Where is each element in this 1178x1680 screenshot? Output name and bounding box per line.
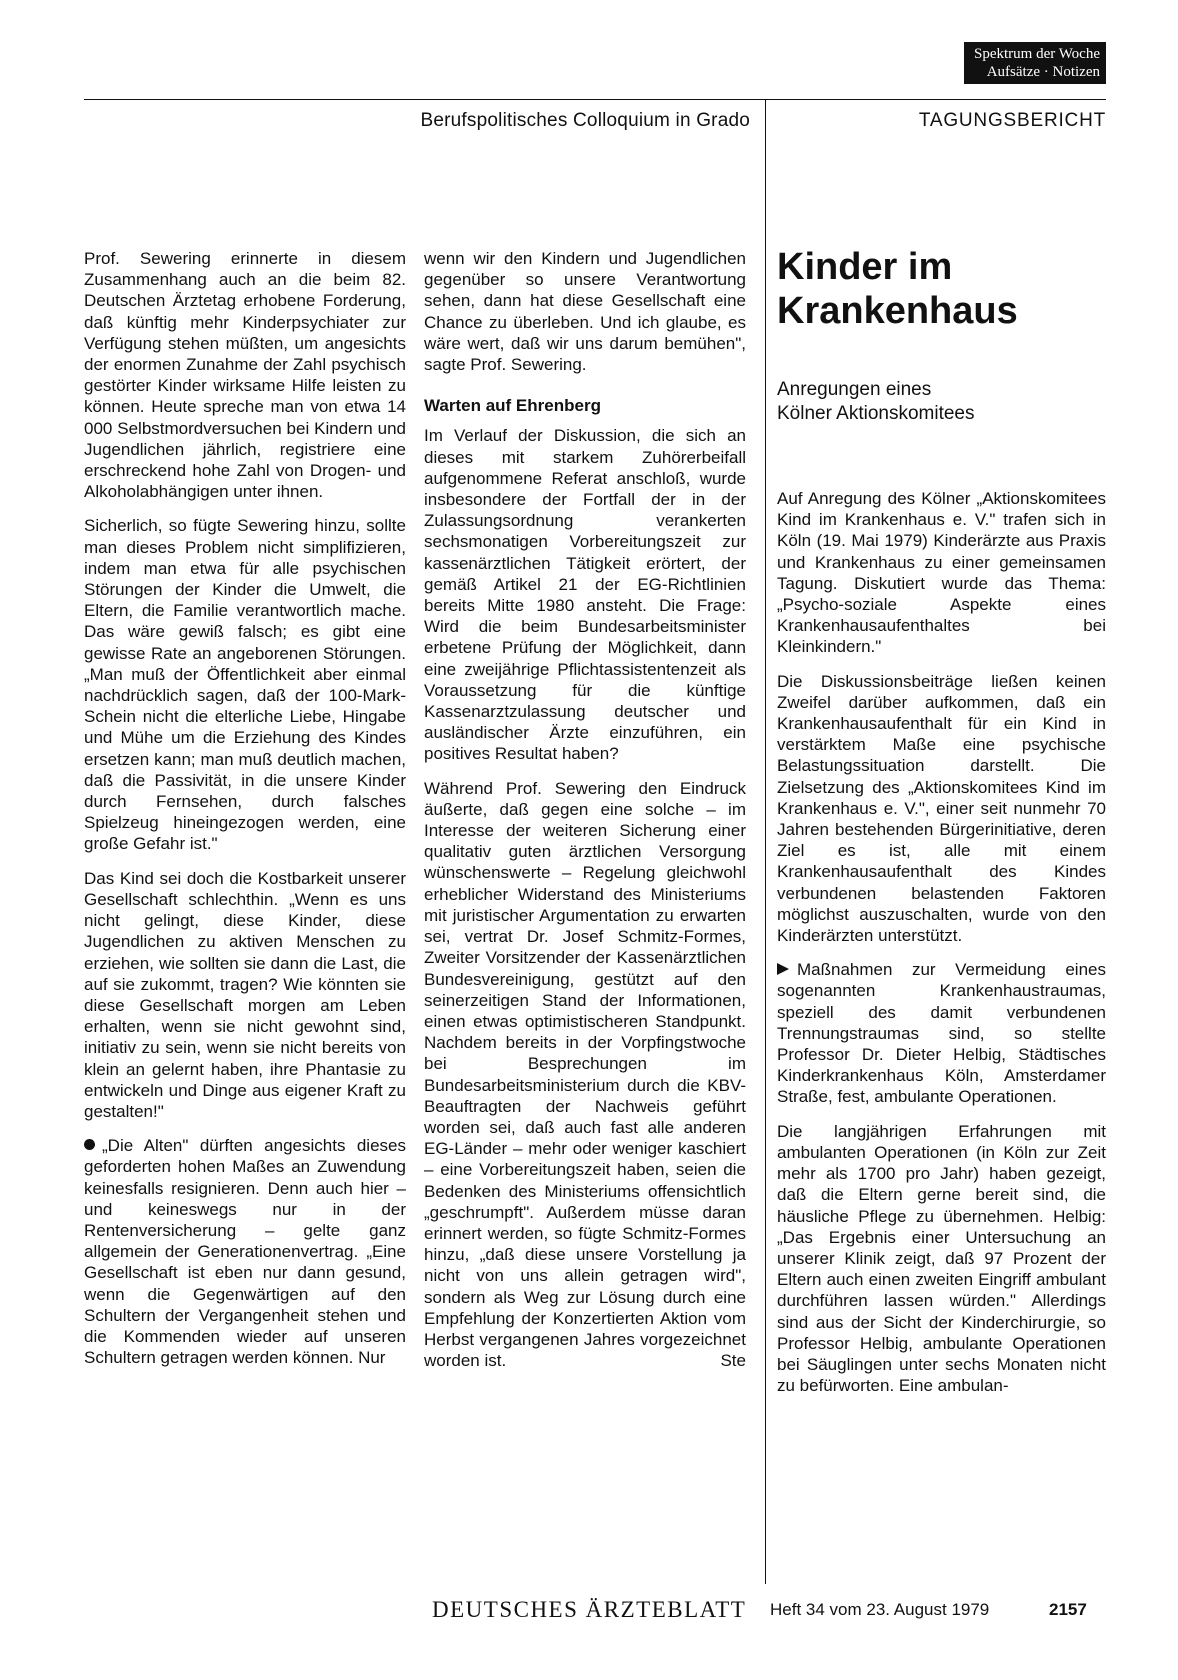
paragraph: Prof. Sewering erinnerte in diesem Zusammenhang auch an die beim 82. Deutschen Ärztetag erhobene Forderung, daß künftig mehr Kinderpsychiater zur Verfügung stehen müßten, um angesichts der enormen Zunahme der Zahl psychisch gestörter Kinder wirksame Hilfe leisten zu können. Heute spreche man von etwa 14 000 Selbstmordversuchen bei Kindern und Jugendlichen jährlich, registriere eine erschreckend hohe Zahl von Drogen- und Alkoholabhängigen unter ihnen.	[84, 249, 406, 502]
article-column-2	[424, 248, 746, 1371]
running-title: Berufspolitisches Colloquium in Grado	[420, 110, 750, 131]
article-column-3	[777, 488, 1106, 1409]
bullet-paragraph	[84, 1135, 406, 1368]
paragraph: Sicherlich, so fügte Sewering hinzu, sollte man dieses Problem nicht simplifizieren, indem man etwa für alle psychischen Störungen der Kinder die Umwelt, die Eltern, die Familie verantwortlich mache. Das wäre gewiß falsch; es gibt eine gewisse Rate an angeborenen Störungen. „Man muß der Öffentlichkeit aber einmal nachdrücklich sagen, daß der 100-Mark-Schein nicht die elterliche Liebe, Hingabe und Mühe um die Erziehung des Kindes ersetzen kann; man muß deutlich machen, daß die Passivität, in die unsere Kinder durch Fernsehen, durch falsches Spielzeug hineingezogen werden, eine große Gefahr ist."	[84, 516, 406, 854]
bullet-paragraph	[777, 959, 1106, 1107]
article-title	[777, 245, 1107, 333]
paragraph	[424, 778, 746, 1372]
bullet-dot-icon	[84, 1139, 95, 1150]
article-subtitle	[777, 378, 1107, 426]
section-subheading: Warten auf Ehrenberg	[424, 396, 601, 416]
paragraph-text: Maßnahmen zur Vermeidung eines sogenannten Krankenhaustraumas, speziell des damit verbundenen Trennungstraumas sind, so stellte Professor Dr. Dieter Helbig, Städtisches Kinderkrankenhaus Köln, Amsterdamer Straße, fest, ambulante Operationen.	[777, 960, 1106, 1107]
title-line-2: Krankenhaus	[777, 290, 1018, 332]
subtitle-line-2: Kölner Aktionskomitees	[777, 403, 975, 424]
paragraph-text: Während Prof. Sewering den Eindruck äußerte, daß gegen eine solche – im Interesse der weiteren Sicherung einer qualitativ guten ärztlichen Versorgung wünschenswerte – Regelung gleichwohl erheblicher Widerstand des Ministeriums mit juristischer Argumentation zu erwarten sei, vertrat Dr. Josef Schmitz-Formes, Zweiter Vorsitzender der Kassenärztlichen Bundesvereinigung, gestützt auf den seinerzeitigen Stand der Informationen, einen etwas optimistischeren Standpunkt. Nachdem bereits in der Vorpfingstwoche bei Besprechungen im Bundesarbeitsministerium durch die KBV-Beauftragten der Nachweis geführt worden sei, daß auch fast alle anderen EG-Länder – mehr oder weniger kaschiert – eine Vorbereitungszeit haben, seien die Bedenken des Ministeriums offensichtlich „geschrumpft". Außerdem müsse daran erinnert werden, so fügte Schmitz-Formes hinzu, „daß diese unsere Vorstellung ja nicht von uns allein getragen wird", sondern als Weg zur Lösung durch eine Empfehlung der Konzertierten Aktion vom Herbst vergangenen Jahres vorgezeichnet worden ist.	[424, 778, 746, 1371]
page-number: 2157	[1049, 1600, 1087, 1619]
paragraph: Die langjährigen Erfahrungen mit ambulanten Operationen (in Köln zur Zeit mehr als 1700 pro Jahr) haben gezeigt, daß die Eltern gerne bereit sind, die häusliche Pflege zu übernehmen. Helbig: „Das Ergebnis einer Untersuchung an unserer Klinik zeigt, daß 97 Prozent der Eltern auch einen zweiten Eingriff ambulant durchführen lassen würden." Allerdings sind aus der Sicht der Kinderchirurgie, so Professor Helbig, ambulante Operationen bei Säuglingen unter sechs Monaten nicht zu befürworten. Eine ambulan-	[777, 1121, 1106, 1396]
magazine-name: DEUTSCHES ÄRZTEBLATT	[432, 1597, 747, 1622]
author-signature: Ste	[720, 1351, 746, 1371]
column-divider	[765, 99, 766, 1584]
paragraph: Die Diskussionsbeiträge ließen keinen Zweifel darüber aufkommen, daß ein Krankenhausaufenthalt für ein Kind in verstärktem Maße eine psychische Belastungssituation darstellt. Die Zielsetzung des „Aktionskomitees Kind im Krankenhaus e. V.", einer seit nunmehr 70 Jahren bestehenden Bürgerinitiative, deren Ziel es ist, alle mit einem Krankenhausaufenthalt des Kindes verbundenen belastenden Faktoren möglichst auszuschalten, wurde von den Kinderärzten unterstützt.	[777, 671, 1106, 946]
title-line-1: Kinder im	[777, 246, 953, 288]
paragraph: wenn wir den Kindern und Jugendlichen gegenüber so unsere Verantwortung sehen, dann hat diese Gesellschaft eine Chance zu überleben. Und ich glaube, es wäre wert, daß wir uns darum bemühen", sagte Prof. Sewering.	[424, 249, 746, 375]
paragraph-text: „Die Alten" dürften angesichts dieses geforderten hohen Maßes an Zuwendung keinesfalls resignieren. Denn auch hier – und keineswegs nur in der Rentenversicherung – gelte ganz allgemein der Generationenvertrag. „Eine Gesellschaft ist eben nur dann gesund, wenn die Gegenwärtigen auf den Schultern der Vergangenheit stehen und die Kommenden wieder auf unseren Schultern getragen werden können. Nur	[84, 1136, 406, 1368]
triangle-bullet-icon	[777, 963, 789, 975]
paragraph: Auf Anregung des Kölner „Aktionskomitees Kind im Krankenhaus e. V." trafen sich in Köln (19. Mai 1979) Kinderärzte aus Praxis und Krankenhaus zu einer gemeinsamen Tagung. Diskutiert wurde das Thema: „Psycho-soziale Aspekte eines Krankenhausaufenthaltes bei Kleinkindern."	[777, 489, 1106, 657]
section-label-line2: Aufsätze · Notizen	[986, 64, 1100, 80]
section-badge	[964, 42, 1106, 84]
article-column-1	[84, 248, 406, 1381]
issue-info: Heft 34 vom 23. August 1979	[770, 1600, 990, 1619]
subtitle-line-1: Anregungen eines	[777, 379, 932, 400]
top-rule	[84, 99, 1106, 100]
paragraph: Im Verlauf der Diskussion, die sich an dieses mit starkem Zuhörerbeifall aufgenommene Referat anschloß, wurde insbesondere der Fortfall der in der Zulassungsordnung verankerten sechsmonatigen Vorbereitungszeit zur kassenärztlichen Tätigkeit erörtert, der gemäß Artikel 21 der EG-Richtlinien bereits Mitte 1980 ansteht. Die Frage: Wird die beim Bundesarbeitsminister erbetene Prüfung der Möglichkeit, dann eine zweijährige Pflichtassistentenzeit als Voraussetzung für die künftige Kassenarztzulassung deutscher und ausländischer Ärzte einzuführen, ein positives Resultat haben?	[424, 426, 746, 764]
paragraph: Das Kind sei doch die Kostbarkeit unserer Gesellschaft schlechthin. „Wenn es uns nicht gelingt, diese Kinder, diese Jugendlichen zu aktiven Menschen zu erziehen, wie sollten sie dann die Last, die auf sie zukommt, tragen? Wie könnten sie diese Gesellschaft morgen am Leben erhalten, wenn sie nicht gewohnt sind, initiativ zu sein, wenn sie nicht bereits von klein an gelernt haben, ihre Phantasie zu entwickeln und Dinge aus eigener Kraft zu gestalten!"	[84, 868, 406, 1121]
section-label-line1: Spektrum der Woche	[974, 46, 1100, 62]
article-category: TAGUNGSBERICHT	[918, 110, 1106, 131]
